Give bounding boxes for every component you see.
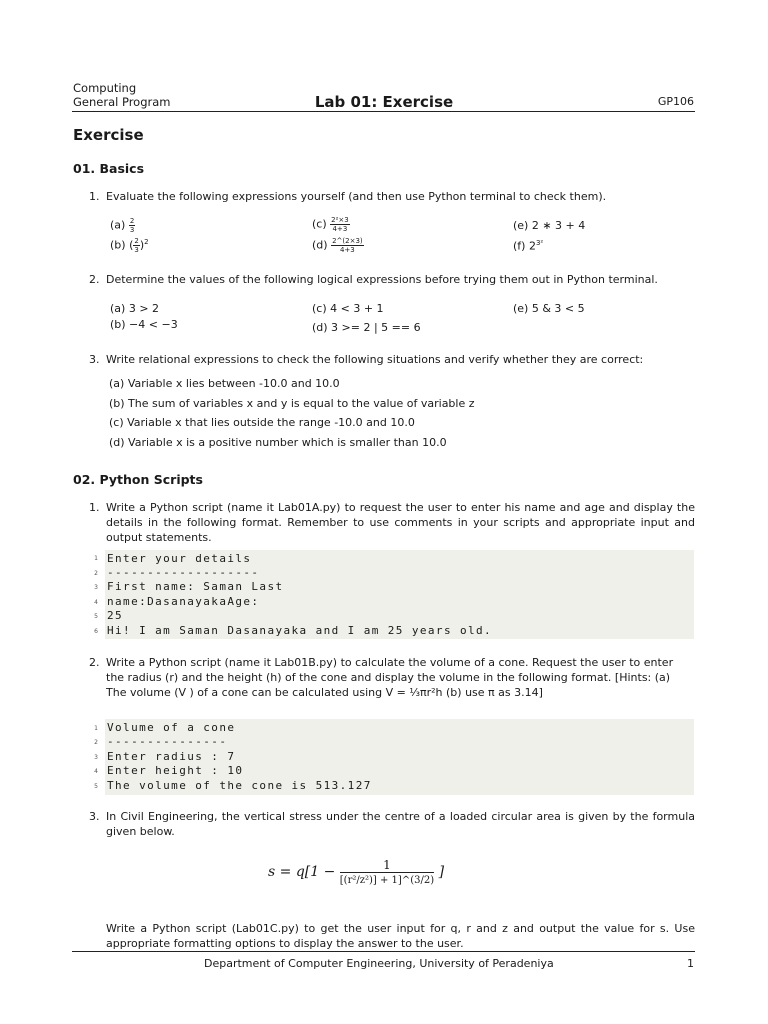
q2-option-c: (c) 4 < 3 + 1 [312, 302, 384, 315]
code-line: Enter radius : 7 [107, 750, 236, 763]
code-line: Volume of a cone [107, 721, 236, 734]
code-line: 25 [107, 609, 124, 622]
scripts-heading: 02. Python Scripts [73, 472, 203, 487]
code-line: Enter height : 10 [107, 764, 244, 777]
q1-option-d: (d) $\frac{2\^{}(2\times 3)}{4+3}$ [312, 237, 363, 254]
fraction: $\frac{2}{3}$ [134, 237, 139, 254]
scripts-q2: 2. Write a Python script (name it Lab01B.py) to calculate the volume of a cone. Request the user to enter the radius (r) and the height (h) of the cone and display the volume in the following format. [Hints: (a) The volume (V ) of a cone can be calculated using V = ⅓πr²h (b) use π as 3.14] [89, 656, 674, 699]
scripts-q3: 3. In Civil Engineering, the vertical stress under the centre of a loaded circular area is given by the formula given below. [89, 810, 695, 838]
department-line-1: Computing [73, 81, 137, 95]
q1-option-a: (a) $\frac{2}{3}$ [110, 217, 135, 234]
q1-option-b: (b) ( $\frac{2}{3}$ )$^2$ [110, 237, 149, 254]
basics-q3: 3. Write relational expressions to check the following situations and verify whether they are correct: [89, 353, 644, 366]
scripts-q3-instructions: Write a Python script (Lab01C.py) to get the user input for q, r and z and output the value for s. Use appropriate formatting options to display the answer to the user. [106, 922, 695, 950]
q2-option-e: (e) 5 & 3 < 5 [513, 302, 585, 315]
q1-option-c: (c) $\frac{\text{2²×3}}{4+3}$ [312, 216, 349, 233]
basics-q1: 1. Evaluate the following expressions yourself (and then use Python terminal to check them). [89, 190, 607, 203]
code-line: --------------- [107, 735, 228, 748]
fraction: $\frac{2}{3}$ [129, 217, 135, 234]
formula-fraction: 1 [(r²/z²)] + 1]^(3/2) [339, 858, 435, 886]
footer-rule [72, 951, 695, 952]
department-line-2: General Program [73, 95, 171, 109]
code-line: name:DasanayakaAge: [107, 595, 260, 608]
code-line: First name: Saman Last [107, 580, 284, 593]
q2-option-a: (a) 3 > 2 [110, 302, 160, 315]
code-block-1: 1 Enter your details 2 ------------------- 3 First name: Saman Last 4 name:DasanayakaAge: 5 25 6 Hi! I am Saman Dasanayaka and I am 25 years old. [105, 550, 694, 639]
page-number: 1 [687, 957, 694, 970]
section-title: Exercise [73, 126, 144, 144]
code-line: Hi! I am Saman Dasanayaka and I am 25 years old. [107, 624, 493, 637]
q1-option-f: (f) $2^{3^2}$ [513, 239, 544, 253]
q3-item-b: (b) The sum of variables x and y is equal to the value of variable z [109, 397, 475, 410]
fraction: $\frac{\text{2²×3}}{4+3}$ [331, 216, 349, 233]
q3-item-a: (a) Variable x lies between -10.0 and 10.0 [109, 377, 340, 390]
course-code: GP106 [657, 95, 694, 108]
scripts-q1: 1. Write a Python script (name it Lab01A.py) to request the user to enter his name and age and display the details in the following format. Remember to use comments in your scripts and appropriate input and output statements. [89, 501, 695, 544]
header-rule [72, 111, 695, 112]
code-line: The volume of the cone is 513.127 [107, 779, 372, 792]
basics-q2: 2. Determine the values of the following logical expressions before trying them out in Python terminal. [89, 273, 658, 286]
q2-option-d: (d) 3 >= 2 | 5 == 6 [312, 321, 421, 334]
code-line: ------------------- [107, 566, 260, 579]
basics-heading: 01. Basics [73, 161, 145, 176]
page-title: Lab 01: Exercise [314, 93, 454, 111]
stress-formula: s = q[1 − 1 [(r²/z²)] + 1]^(3/2) ] [268, 858, 445, 886]
q2-option-b: (b) −4 < −3 [110, 318, 178, 331]
footer-department: Department of Computer Engineering, University of Peradeniya [204, 957, 554, 970]
code-line: Enter your details [107, 552, 252, 565]
fraction: $\frac{2\^{}(2\times 3)}{4+3}$ [332, 237, 363, 254]
q1-option-e: (e) 2 ∗ 3 + 4 [513, 219, 586, 232]
code-block-2: 1 Volume of a cone 2 --------------- 3 Enter radius : 7 4 Enter height : 10 5 The volume of the cone is 513.127 [105, 719, 694, 795]
q3-item-d: (d) Variable x is a positive number which is smaller than 10.0 [109, 436, 447, 449]
q3-item-c: (c) Variable x that lies outside the range -10.0 and 10.0 [109, 416, 415, 429]
